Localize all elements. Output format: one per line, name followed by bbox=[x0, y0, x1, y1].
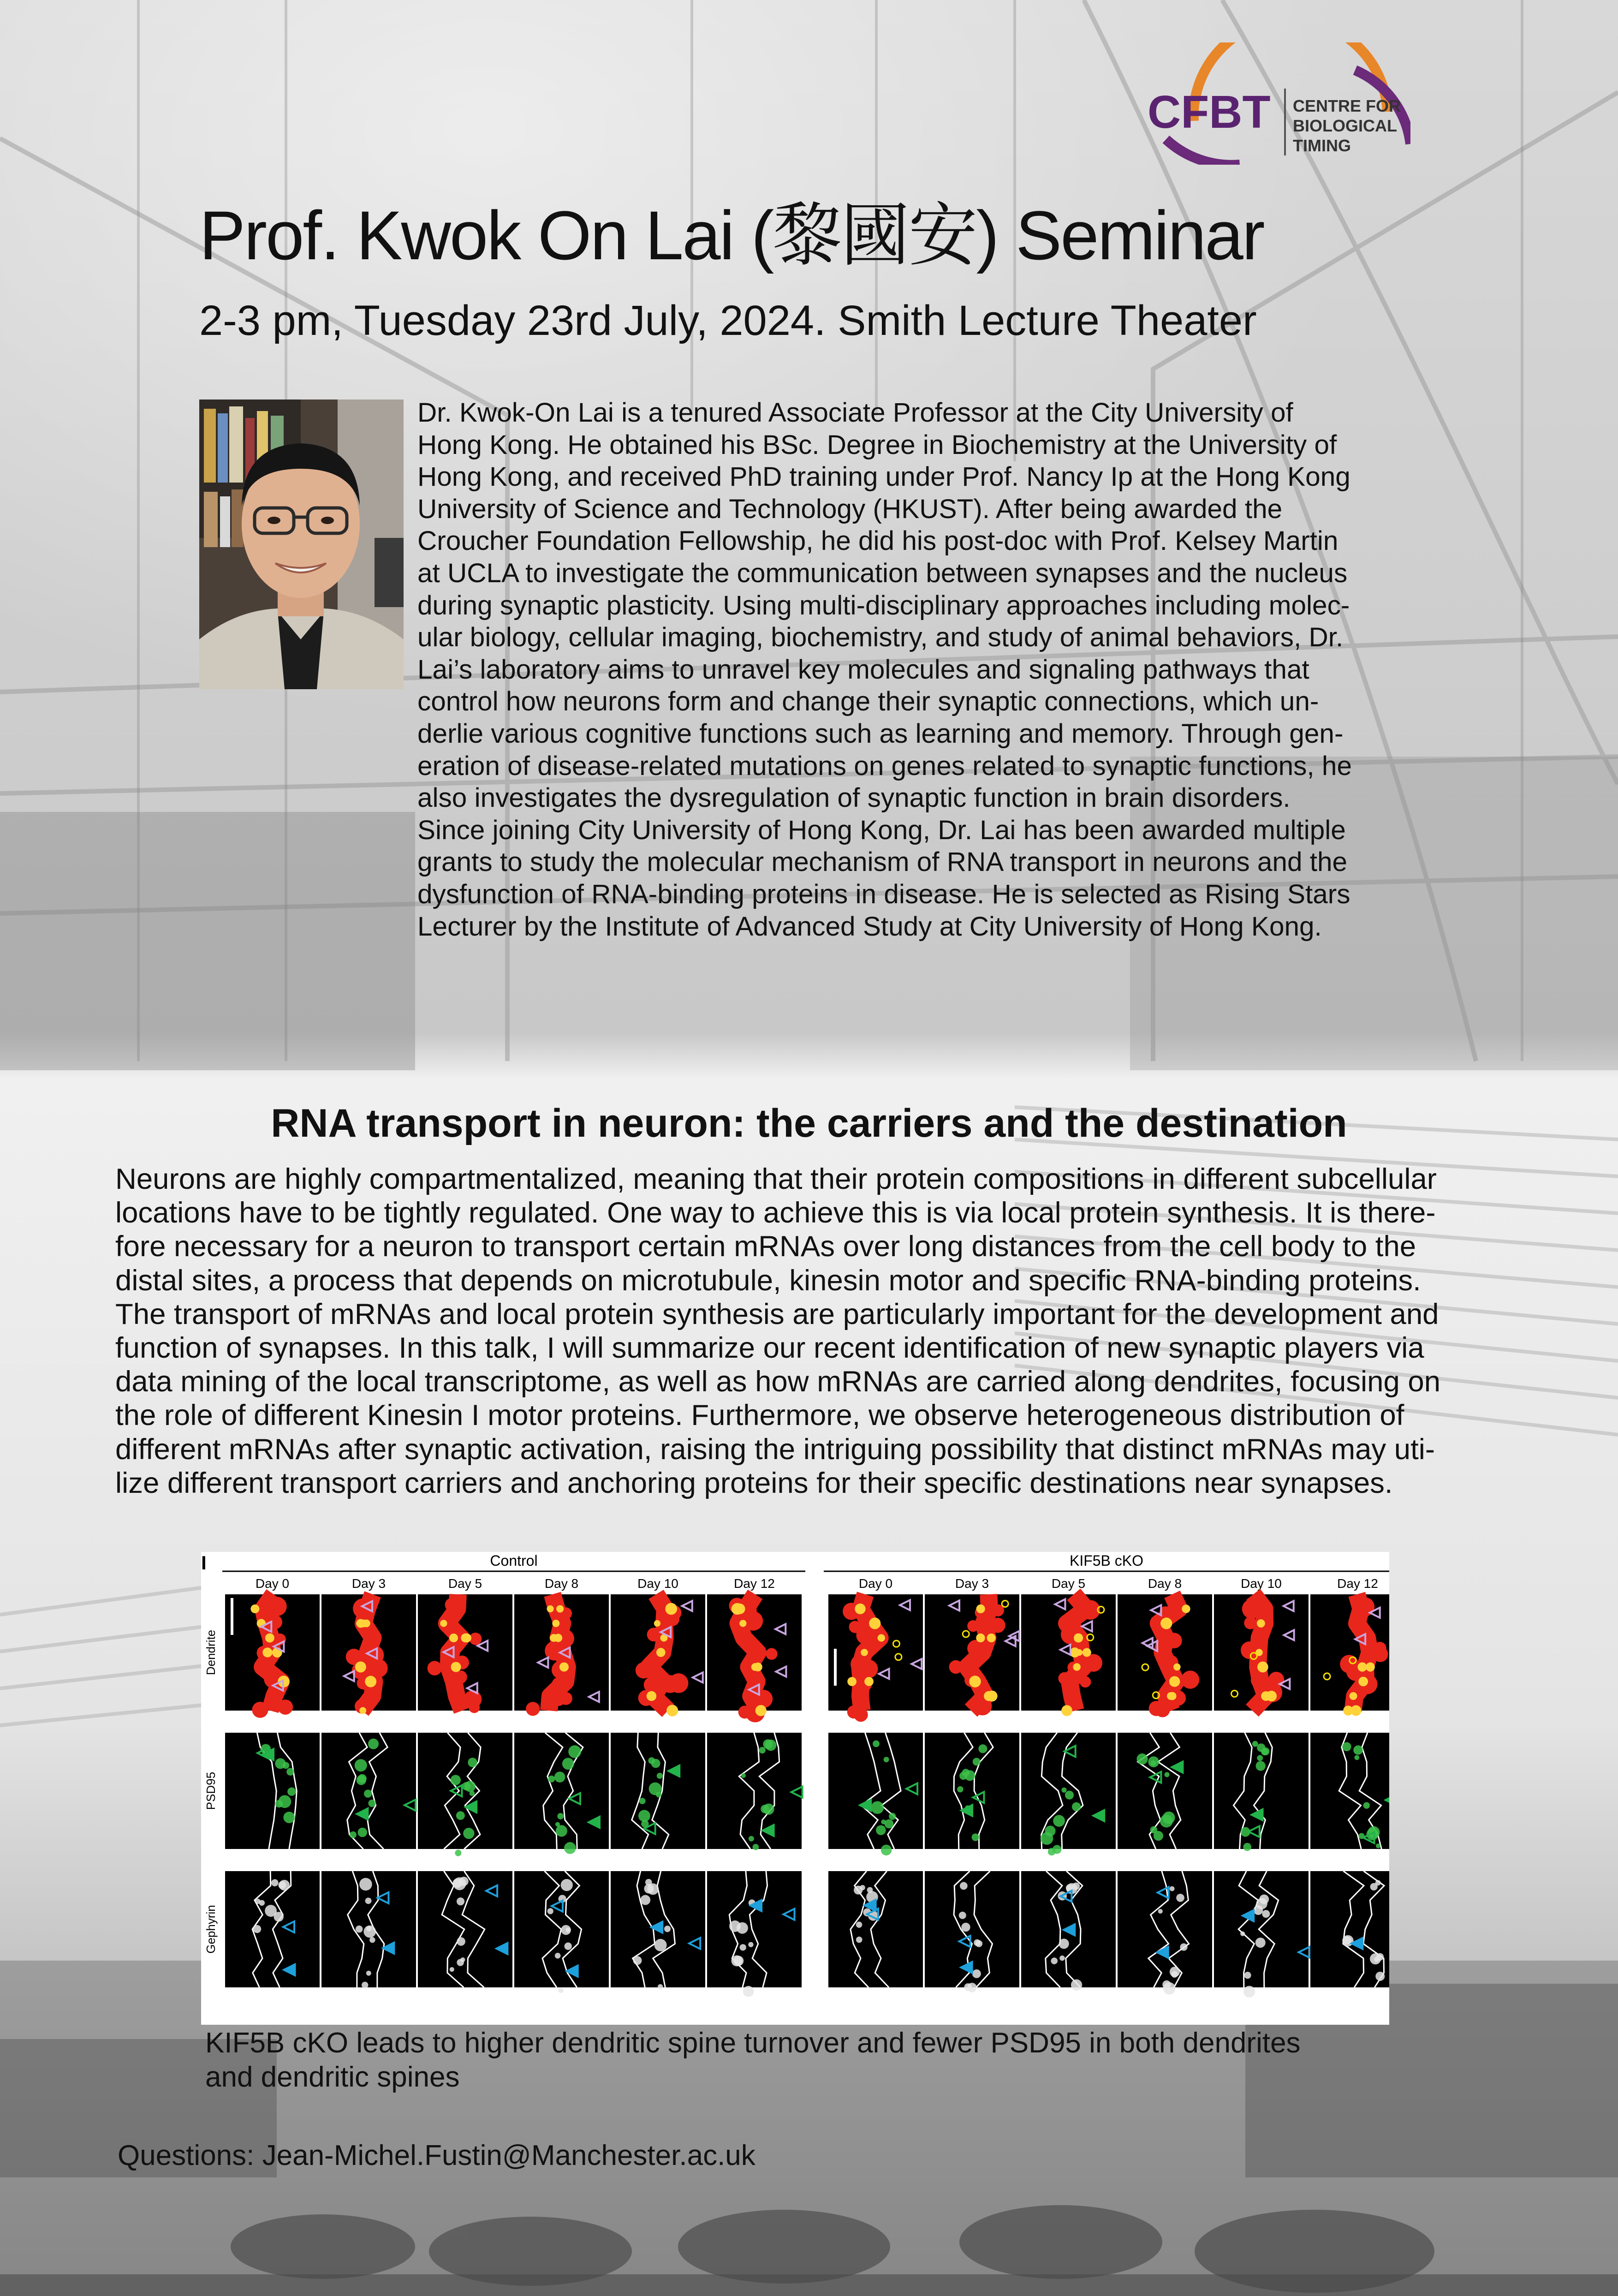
micrograph-panel bbox=[1118, 1871, 1212, 1994]
micrograph-panel bbox=[828, 1733, 923, 1855]
talk-title: RNA transport in neuron: the carriers and the destination bbox=[271, 1101, 1347, 1145]
day-label: Day 0 bbox=[858, 1576, 893, 1591]
speaker-photo bbox=[199, 400, 404, 689]
micrograph-panel bbox=[321, 1594, 416, 1714]
talk-abstract: Neurons are highly compartmentalized, meaning that their protein compositions in different subcellular locations have to be tightly regulated. One way to achieve this is via local protein synthesis. It is there- fore necessary for a neuron to transport certain mRNAs over long distances from the cell body to the distal sites, a process that depends on microtubule, kinesin motor and specific RNA-binding proteins. The transport of mRNAs and local protein synthesis are particularly important for the development and function of synapses. In this talk, I will summarize our recent identification of new synaptic players via data mining of the local transcriptome, as well as how mRNAs are carried along dendrites, focusing on the role of different Kinesin I motor proteins. Furthermore, we observe heterogeneous distribution of different mRNAs after synaptic activation, raising the intriguing possibility that distinct mRNAs may uti- lize different transport carriers and anchoring proteins for their specific destinations near synapses. bbox=[115, 1163, 1441, 1499]
micrograph-panel bbox=[925, 1733, 1019, 1849]
micrograph-panel bbox=[611, 1594, 705, 1717]
svg-text:CENTRE FOR: CENTRE FOR bbox=[1293, 96, 1401, 115]
group-label-control: Control bbox=[490, 1552, 538, 1569]
day-label: Day 5 bbox=[448, 1576, 482, 1591]
micrograph-panel bbox=[514, 1733, 609, 1854]
micrograph-panel bbox=[1214, 1733, 1309, 1851]
micrograph-panel bbox=[707, 1594, 802, 1723]
microscopy-figure bbox=[201, 1552, 1389, 2025]
micrograph-panel bbox=[1310, 1871, 1389, 1987]
day-label: Day 0 bbox=[255, 1576, 290, 1591]
micrograph-panel bbox=[225, 1733, 320, 1849]
micrograph-panel bbox=[514, 1594, 609, 1716]
row-label: Gephyrin bbox=[204, 1905, 218, 1954]
day-label: Day 8 bbox=[1148, 1576, 1182, 1591]
row-label: Dendrite bbox=[204, 1629, 218, 1676]
scale-bar bbox=[231, 1598, 233, 1635]
scale-bar bbox=[834, 1649, 837, 1686]
day-label: Day 3 bbox=[351, 1576, 386, 1591]
svg-text:TIMING: TIMING bbox=[1293, 136, 1351, 155]
micrograph-panel bbox=[925, 1871, 1019, 1992]
row-label: PSD95 bbox=[204, 1771, 218, 1810]
logo-abbr: CFBT bbox=[1148, 86, 1271, 138]
micrograph-panel bbox=[1310, 1733, 1389, 1849]
micrograph-panel bbox=[514, 1871, 609, 1993]
day-label: Day 5 bbox=[1051, 1576, 1086, 1591]
figure-panel-letter: I bbox=[201, 1552, 207, 1574]
micrograph-panel bbox=[418, 1871, 512, 1987]
micrograph-panel bbox=[1021, 1733, 1116, 1855]
micrograph-panel bbox=[418, 1733, 512, 1856]
micrograph-panel bbox=[1214, 1594, 1309, 1711]
day-label: Day 12 bbox=[1337, 1576, 1378, 1591]
micrograph-panel bbox=[1310, 1594, 1389, 1716]
micrograph-panel bbox=[1021, 1594, 1116, 1716]
svg-text:BIOLOGICAL: BIOLOGICAL bbox=[1293, 116, 1397, 135]
day-label: Day 3 bbox=[955, 1576, 989, 1591]
event-datetime-location: 2-3 pm, Tuesday 23rd July, 2024. Smith Lecture Theater bbox=[199, 297, 1257, 344]
micrograph-panel bbox=[707, 1871, 802, 1997]
micrograph-panel bbox=[611, 1733, 705, 1849]
micrograph-panel bbox=[321, 1733, 416, 1849]
micrograph-panel bbox=[1214, 1871, 1310, 1998]
micrograph-panel bbox=[611, 1871, 705, 1989]
micrograph-panel bbox=[707, 1733, 803, 1850]
day-label: Day 12 bbox=[734, 1576, 775, 1591]
micrograph-panel bbox=[225, 1594, 320, 1718]
micrograph-panel bbox=[225, 1871, 320, 1987]
page-title: Prof. Kwok On Lai (黎國安) Seminar bbox=[199, 197, 1264, 274]
micrograph-panel bbox=[321, 1871, 416, 1988]
micrograph-panel bbox=[925, 1594, 1019, 1715]
micrograph-panel bbox=[1118, 1733, 1212, 1849]
figure-caption: KIF5B cKO leads to higher dendritic spine turnover and fewer PSD95 in both dendrites and dendritic spines bbox=[205, 2027, 1301, 2093]
cfbt-logo bbox=[1138, 42, 1410, 165]
micrograph-panel bbox=[418, 1594, 512, 1713]
micrograph-panel bbox=[1118, 1594, 1212, 1717]
group-label-kif5b-cko: KIF5B cKO bbox=[1069, 1552, 1144, 1569]
micrograph-panel bbox=[1021, 1871, 1116, 1991]
speaker-bio: Dr. Kwok-On Lai is a tenured Associate Professor at the City University of Hong Kong. He obtained his BSc. Degree in Biochemistry at the University of Hong Kong, and received PhD training under Prof. Nancy Ip at the Hong Kong University of Science and Technology (HKUST). After being awarded the Croucher Foundation Fellowship, he did his post-doc with Prof. Kelsey Martin at UCLA to investigate the communication between synapses and the nucleus during synaptic plasticity. Using multi-disciplinary approaches including molec- ular biology, cellular imaging, biochemistry, and study of animal behaviors, Dr. Lai’s laboratory aims to unravel key molecules and signaling pathways that control how neurons form and change their synaptic connections, which un- derlie various cognitive functions such as learning and memory. Through gen- eration of disease-related mutations on genes related to synaptic functions, he also investigates the dysregulation of synaptic function in brain disorders. Since joining City University of Hong Kong, Dr. Lai has been awarded multiple grants to study the molecular mechanism of RNA transport in neurons and the dysfunction of RNA-binding proteins in disease. He is selected as Rising Stars Lecturer by the Institute of Advanced Study at City University of Hong Kong. bbox=[417, 398, 1352, 942]
day-label: Day 10 bbox=[637, 1576, 678, 1591]
micrograph-panel bbox=[828, 1594, 923, 1722]
logo-arc-purple-lower bbox=[1166, 139, 1240, 165]
day-label: Day 10 bbox=[1241, 1576, 1282, 1591]
day-label: Day 8 bbox=[544, 1576, 579, 1591]
micrograph-panel bbox=[828, 1871, 923, 1987]
contact-email[interactable]: Questions: Jean-Michel.Fustin@Manchester.ac.uk bbox=[118, 2140, 755, 2171]
